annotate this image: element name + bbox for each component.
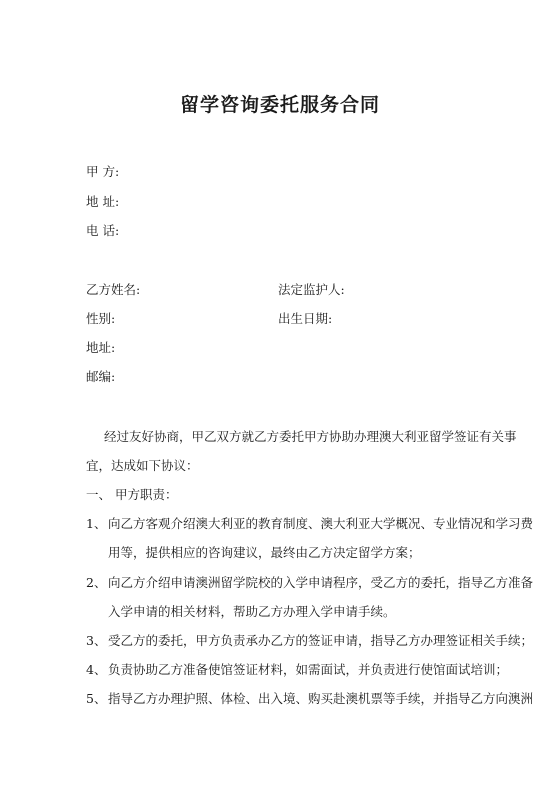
clause-text: 向乙方客观介绍澳大利亚的教育制度、澳大利亚大学概况、专业情况和学习费	[108, 516, 534, 531]
section-heading: 一、 甲方职责：	[86, 487, 178, 502]
party-b-postcode-label: 邮编:	[86, 369, 116, 384]
clause-text-continued: 入学申请的相关材料，帮助乙方办理入学申请手续。	[108, 604, 396, 619]
clause-number: 3、	[86, 633, 107, 648]
clause-text: 向乙方介绍申请澳洲留学院校的入学申请程序，受乙方的委托，指导乙方准备	[108, 575, 534, 590]
clause-text: 指导乙方办理护照、体检、出入境、购买赴澳机票等手续，并指导乙方向澳洲	[108, 691, 534, 706]
clause-number: 1、	[86, 516, 107, 531]
clause-text: 负责协助乙方准备使馆签证材料，如需面试，并负责进行使馆面试培训；	[108, 662, 509, 677]
party-b-gender-label: 性别:	[86, 311, 116, 326]
clause-text: 受乙方的委托，甲方负责承办乙方的签证申请，指导乙方办理签证相关手续；	[108, 633, 534, 648]
clause-number: 2、	[86, 575, 107, 590]
party-a-label: 甲 方:	[86, 164, 120, 179]
intro-line-1: 经过友好协商，甲乙双方就乙方委托甲方协助办理澳大利亚留学签证有关事	[104, 429, 517, 444]
party-b-address-label: 地址:	[86, 340, 116, 355]
party-b-guardian-label: 法定监护人:	[278, 282, 345, 297]
document-title: 留学咨询委托服务合同	[179, 94, 380, 116]
party-a-address-label: 地 址:	[86, 194, 120, 209]
clause-number: 5、	[86, 691, 107, 706]
intro-line-2: 宜，达成如下协议：	[86, 458, 199, 473]
party-b-birthdate-label: 出生日期:	[278, 311, 333, 326]
clause-text-continued: 用等，提供相应的咨询建议，最终由乙方决定留学方案；	[108, 545, 421, 560]
party-a-phone-label: 电 话:	[86, 223, 120, 238]
clause-number: 4、	[86, 662, 107, 677]
party-b-name-label: 乙方姓名:	[86, 282, 141, 297]
